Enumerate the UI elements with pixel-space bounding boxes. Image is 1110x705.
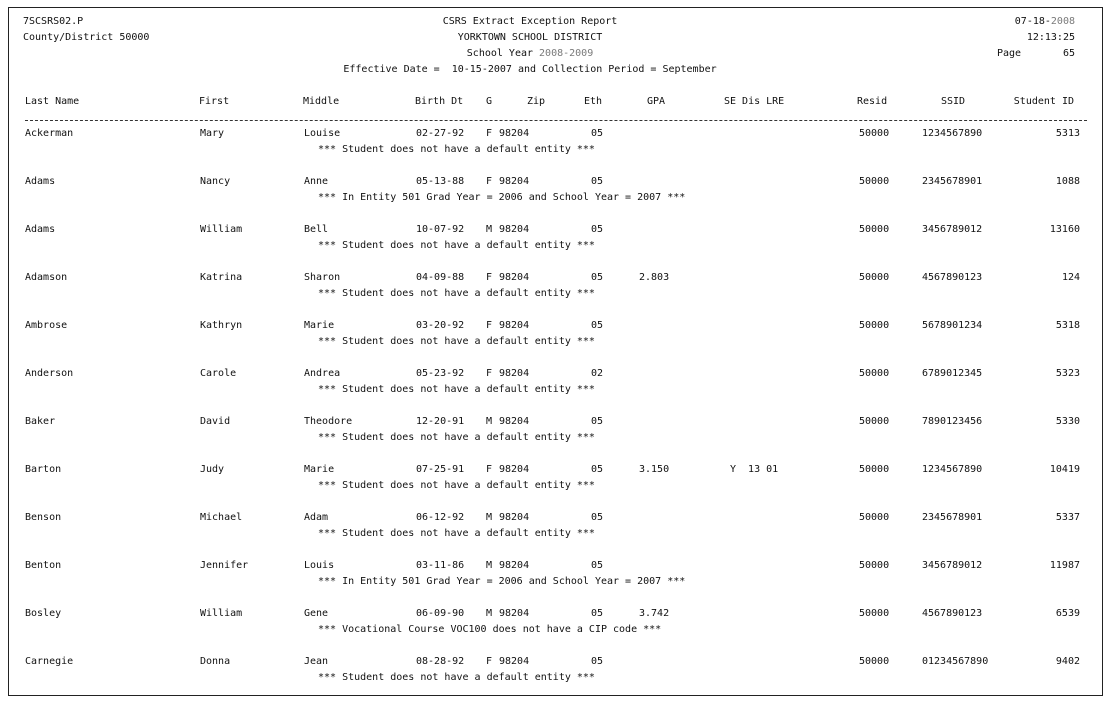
record-exception-message: *** Student does not have a default entity ***	[318, 528, 595, 539]
record-resid: 50000	[859, 224, 890, 235]
record-middle-name: Adam	[304, 512, 329, 523]
record-first-name: William	[200, 608, 243, 619]
record-eth: 05	[591, 656, 604, 667]
col-middle: Middle	[303, 96, 340, 107]
record-zip: 98204	[499, 272, 530, 283]
record-ssid: 3456789012	[922, 560, 983, 571]
record-gender: M	[486, 416, 493, 427]
record-ssid: 5678901234	[922, 320, 983, 331]
record-first-name: Kathryn	[200, 320, 243, 331]
record-exception-message: *** Student does not have a default entity ***	[318, 384, 595, 395]
record-birth-date: 08-28-92	[416, 656, 465, 667]
record-zip: 98204	[499, 224, 530, 235]
county-district: County/District 50000	[23, 32, 150, 43]
record-eth: 05	[591, 608, 604, 619]
col-zip: Zip	[527, 96, 546, 107]
district-name: YORKTOWN SCHOOL DISTRICT	[457, 32, 603, 43]
record-student-id: 6539	[1055, 608, 1080, 619]
record-first-name: Donna	[200, 656, 231, 667]
record-eth: 05	[591, 512, 604, 523]
effective-date-line: Effective Date = 10-15-2007 and Collection Period = September	[343, 64, 717, 75]
record-ssid: 4567890123	[922, 272, 983, 283]
report-date-prefix: 07-18-	[1014, 16, 1051, 27]
record-resid: 50000	[859, 656, 890, 667]
record-first-name: David	[200, 416, 231, 427]
program-id: 7SCSRS02.P	[23, 16, 84, 27]
record-resid: 50000	[859, 608, 890, 619]
record-student-id: 5313	[1055, 128, 1080, 139]
record-birth-date: 07-25-91	[416, 464, 465, 475]
record-birth-date: 06-09-90	[416, 608, 465, 619]
record-resid: 50000	[859, 512, 890, 523]
record-resid: 50000	[859, 272, 890, 283]
report-title: CSRS Extract Exception Report	[442, 16, 618, 27]
record-zip: 98204	[499, 368, 530, 379]
record-first-name: Michael	[200, 512, 243, 523]
record-gender: F	[486, 128, 493, 139]
record-eth: 05	[591, 320, 604, 331]
record-gender: F	[486, 656, 493, 667]
record-last-name: Barton	[25, 464, 62, 475]
record-middle-name: Bell	[304, 224, 329, 235]
report-date-year: 2008	[1050, 16, 1075, 27]
report-date	[1015, 16, 1075, 28]
school-year-value: 2008-2009	[539, 48, 594, 59]
record-student-id: 11987	[1049, 560, 1080, 571]
record-zip: 98204	[499, 512, 530, 523]
record-se-dis-lre: Y 13 01	[730, 464, 779, 475]
record-student-id: 5323	[1055, 368, 1080, 379]
record-resid: 50000	[859, 320, 890, 331]
record-ssid: 2345678901	[922, 512, 983, 523]
report-time: 12:13:25	[1026, 32, 1075, 43]
record-birth-date: 12-20-91	[416, 416, 465, 427]
record-last-name: Baker	[25, 416, 56, 427]
record-middle-name: Anne	[304, 176, 329, 187]
record-zip: 98204	[499, 560, 530, 571]
record-zip: 98204	[499, 320, 530, 331]
record-middle-name: Sharon	[304, 272, 341, 283]
record-gender: M	[486, 608, 493, 619]
record-resid: 50000	[859, 560, 890, 571]
record-ssid: 1234567890	[922, 128, 983, 139]
record-resid: 50000	[859, 416, 890, 427]
col-gender: G	[486, 96, 493, 107]
record-zip: 98204	[499, 464, 530, 475]
record-zip: 98204	[499, 416, 530, 427]
record-exception-message: *** In Entity 501 Grad Year = 2006 and School Year = 2007 ***	[318, 192, 686, 203]
record-first-name: Carole	[200, 368, 237, 379]
col-birth-dt: Birth Dt	[415, 96, 464, 107]
record-last-name: Bosley	[25, 608, 62, 619]
col-student-id: Student ID	[1013, 96, 1074, 107]
record-birth-date: 05-23-92	[416, 368, 465, 379]
record-ssid: 7890123456	[922, 416, 983, 427]
record-last-name: Benson	[25, 512, 62, 523]
report-page	[8, 7, 1103, 696]
record-eth: 05	[591, 464, 604, 475]
col-gpa: GPA	[647, 96, 666, 107]
record-gender: F	[486, 368, 493, 379]
record-resid: 50000	[859, 176, 890, 187]
record-student-id: 5337	[1055, 512, 1080, 523]
record-eth: 05	[591, 128, 604, 139]
record-eth: 05	[591, 272, 604, 283]
col-first: First	[199, 96, 230, 107]
record-gpa: 3.150	[639, 464, 670, 475]
record-exception-message: *** In Entity 501 Grad Year = 2006 and School Year = 2007 ***	[318, 576, 686, 587]
col-resid: Resid	[857, 96, 888, 107]
record-middle-name: Gene	[304, 608, 329, 619]
record-ssid: 4567890123	[922, 608, 983, 619]
record-birth-date: 10-07-92	[416, 224, 465, 235]
page-label: Page	[997, 48, 1022, 59]
record-exception-message: *** Student does not have a default entity ***	[318, 672, 595, 683]
record-middle-name: Marie	[304, 464, 335, 475]
record-birth-date: 06-12-92	[416, 512, 465, 523]
record-student-id: 124	[1061, 272, 1080, 283]
record-first-name: Mary	[200, 128, 225, 139]
record-student-id: 5330	[1055, 416, 1080, 427]
school-year	[467, 48, 593, 60]
col-se-dis-lre: SE Dis LRE	[724, 96, 785, 107]
record-eth: 02	[591, 368, 604, 379]
record-student-id: 10419	[1049, 464, 1080, 475]
record-zip: 98204	[499, 176, 530, 187]
record-exception-message: *** Student does not have a default entity ***	[318, 240, 595, 251]
record-gpa: 2.803	[639, 272, 670, 283]
record-exception-message: *** Student does not have a default entity ***	[318, 288, 595, 299]
record-middle-name: Theodore	[304, 416, 353, 427]
record-birth-date: 03-11-86	[416, 560, 465, 571]
record-birth-date: 04-09-88	[416, 272, 465, 283]
record-exception-message: *** Vocational Course VOC100 does not have a CIP code ***	[318, 624, 662, 635]
record-gender: F	[486, 464, 493, 475]
record-middle-name: Andrea	[304, 368, 341, 379]
record-birth-date: 03-20-92	[416, 320, 465, 331]
record-exception-message: *** Student does not have a default entity ***	[318, 144, 595, 155]
record-exception-message: *** Student does not have a default entity ***	[318, 480, 595, 491]
record-student-id: 13160	[1049, 224, 1080, 235]
page-number: 65	[1062, 48, 1075, 59]
record-resid: 50000	[859, 464, 890, 475]
record-ssid: 1234567890	[922, 464, 983, 475]
record-eth: 05	[591, 224, 604, 235]
record-first-name: Katrina	[200, 272, 243, 283]
record-ssid: 2345678901	[922, 176, 983, 187]
record-first-name: Judy	[200, 464, 225, 475]
record-last-name: Ackerman	[25, 128, 74, 139]
col-last-name: Last Name	[25, 96, 80, 107]
record-gpa: 3.742	[639, 608, 670, 619]
record-exception-message: *** Student does not have a default entity ***	[318, 336, 595, 347]
record-resid: 50000	[859, 368, 890, 379]
record-gender: F	[486, 176, 493, 187]
record-last-name: Adams	[25, 224, 56, 235]
col-eth: Eth	[584, 96, 603, 107]
col-ssid: SSID	[941, 96, 966, 107]
record-student-id: 9402	[1055, 656, 1080, 667]
record-eth: 05	[591, 560, 604, 571]
record-gender: M	[486, 560, 493, 571]
header-separator	[25, 120, 1087, 121]
record-birth-date: 05-13-88	[416, 176, 465, 187]
record-eth: 05	[591, 416, 604, 427]
record-middle-name: Marie	[304, 320, 335, 331]
record-eth: 05	[591, 176, 604, 187]
record-gender: M	[486, 224, 493, 235]
record-ssid: 01234567890	[922, 656, 989, 667]
record-birth-date: 02-27-92	[416, 128, 465, 139]
record-middle-name: Jean	[304, 656, 329, 667]
record-first-name: William	[200, 224, 243, 235]
record-last-name: Adamson	[25, 272, 68, 283]
record-gender: F	[486, 272, 493, 283]
record-zip: 98204	[499, 656, 530, 667]
record-middle-name: Louise	[304, 128, 341, 139]
record-last-name: Carnegie	[25, 656, 74, 667]
record-zip: 98204	[499, 128, 530, 139]
record-first-name: Jennifer	[200, 560, 249, 571]
record-last-name: Ambrose	[25, 320, 68, 331]
record-ssid: 6789012345	[922, 368, 983, 379]
record-gender: M	[486, 512, 493, 523]
record-last-name: Adams	[25, 176, 56, 187]
record-exception-message: *** Student does not have a default entity ***	[318, 432, 595, 443]
record-student-id: 1088	[1055, 176, 1080, 187]
record-first-name: Nancy	[200, 176, 231, 187]
school-year-label: School Year	[466, 48, 534, 59]
record-resid: 50000	[859, 128, 890, 139]
record-last-name: Anderson	[25, 368, 74, 379]
record-zip: 98204	[499, 608, 530, 619]
record-ssid: 3456789012	[922, 224, 983, 235]
record-student-id: 5318	[1055, 320, 1080, 331]
record-last-name: Benton	[25, 560, 62, 571]
record-middle-name: Louis	[304, 560, 335, 571]
record-gender: F	[486, 320, 493, 331]
